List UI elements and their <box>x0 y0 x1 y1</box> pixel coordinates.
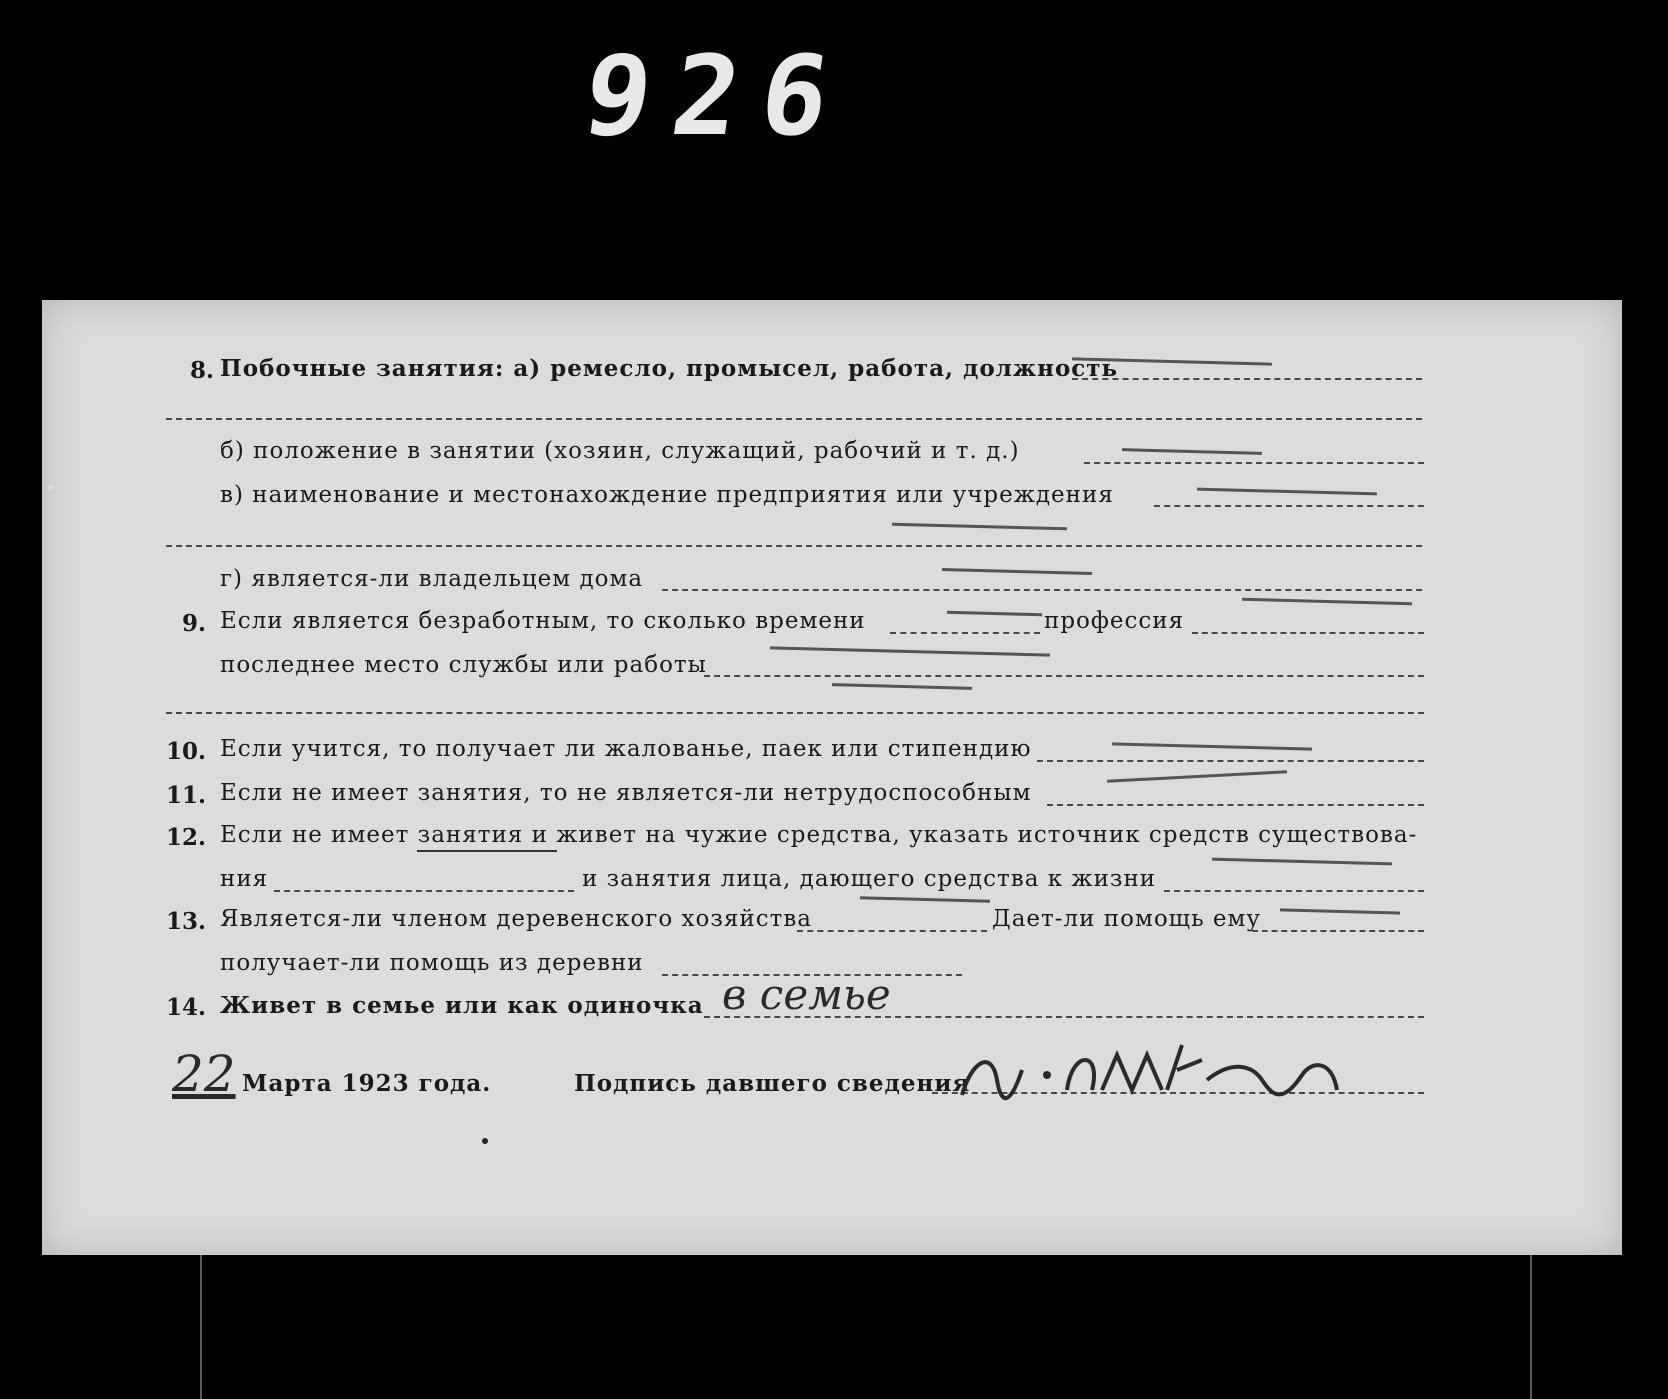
q8v-label: в) наименование и местонахождение предприятия или учреждения <box>220 482 1114 508</box>
handwritten-signature <box>952 1020 1372 1120</box>
q12-source-line <box>274 890 574 892</box>
q9-continuation-line <box>166 712 1424 714</box>
date-day-handwritten: 22 <box>172 1045 236 1103</box>
q9-lastjob-line <box>704 675 1424 677</box>
q13-help-dash <box>1280 908 1400 914</box>
q12-underline-mark <box>417 850 557 852</box>
q11-dash <box>1107 770 1287 782</box>
q8g-dash <box>942 568 1092 575</box>
q8g-answer-line <box>662 589 1422 591</box>
q8v-continuation-line <box>166 545 1422 547</box>
q10-answer-line <box>1037 760 1424 762</box>
q9-number: 9. <box>182 610 207 637</box>
q9-label-b: профессия <box>1044 608 1185 634</box>
q8b-label: б) положение в занятии (хозяин, служащий, рабочий и т. д.) <box>220 438 1020 464</box>
signature-label: Подпись давшего сведения <box>574 1070 971 1097</box>
q8-number: 8. <box>190 357 215 384</box>
q11-label: Если не имеет занятия, то не является-ли нетрудоспособным <box>220 780 1032 806</box>
q9-label-a: Если является безработным, то сколько времени <box>220 608 866 634</box>
q10-dash <box>1112 742 1312 750</box>
q12-answer-line <box>1164 890 1424 892</box>
q12-label-b1: ния <box>220 866 269 892</box>
q10-label: Если учится, то получает ли жалованье, паек или стипендию <box>220 736 1032 762</box>
q9-time-dash <box>947 611 1042 616</box>
q11-number: 11. <box>166 782 207 809</box>
q14-handwritten-answer: в семье <box>722 970 891 1019</box>
date-text: Марта 1923 года. <box>242 1070 492 1097</box>
frame-number: 926 <box>576 32 859 160</box>
q13-help-line <box>1252 930 1424 932</box>
q11-answer-line <box>1047 804 1424 806</box>
q13-number: 13. <box>166 908 207 935</box>
q8v-dash <box>1197 488 1377 496</box>
q14-label: Живет в семье или как одиночка <box>220 992 704 1019</box>
q8b-answer-line <box>1084 462 1424 464</box>
q13-label-b: Дает-ли помощь ему <box>992 906 1261 932</box>
q8a-answer-line <box>1072 378 1422 380</box>
q13-label-c: получает-ли помощь из деревни <box>220 950 644 976</box>
margin-dot <box>48 485 53 490</box>
q12-label-a: Если не имеет занятия и живет на чужие средства, указать источник средств существова- <box>220 822 1418 848</box>
q8g-label: г) является-ли владельцем дома <box>220 566 644 592</box>
q9-time-line <box>890 632 1040 634</box>
questionnaire-card <box>42 300 1622 1255</box>
q8a-continuation-line <box>166 418 1422 420</box>
q10-number: 10. <box>166 738 207 765</box>
q13-label-a: Является-ли членом деревенского хозяйства <box>220 906 812 932</box>
film-edge-right <box>1530 1255 1532 1399</box>
ink-dot <box>482 1138 488 1144</box>
q8v-dash-2 <box>892 523 1067 531</box>
q12-label-b2: и занятия лица, дающего средства к жизни <box>582 866 1157 892</box>
q9-profession-line <box>1192 632 1424 634</box>
q9-lastjob-dash-2 <box>832 683 972 690</box>
q9-profession-dash <box>1242 598 1412 605</box>
q13-member-line <box>797 930 987 932</box>
q9-lastjob-dash <box>770 646 1050 656</box>
q8a-label: Побочные занятия: а) ремесло, промысел, работа, должность <box>220 355 1119 382</box>
q12-dash <box>1212 858 1392 866</box>
q12-number: 12. <box>166 824 207 851</box>
q8b-dash <box>1122 448 1262 455</box>
film-edge-left <box>200 1255 202 1399</box>
q8v-answer-line <box>1154 505 1424 507</box>
q13-member-dash <box>860 896 990 902</box>
q14-number: 14. <box>166 994 207 1021</box>
q9-label-c: последнее место службы или работы <box>220 652 707 678</box>
